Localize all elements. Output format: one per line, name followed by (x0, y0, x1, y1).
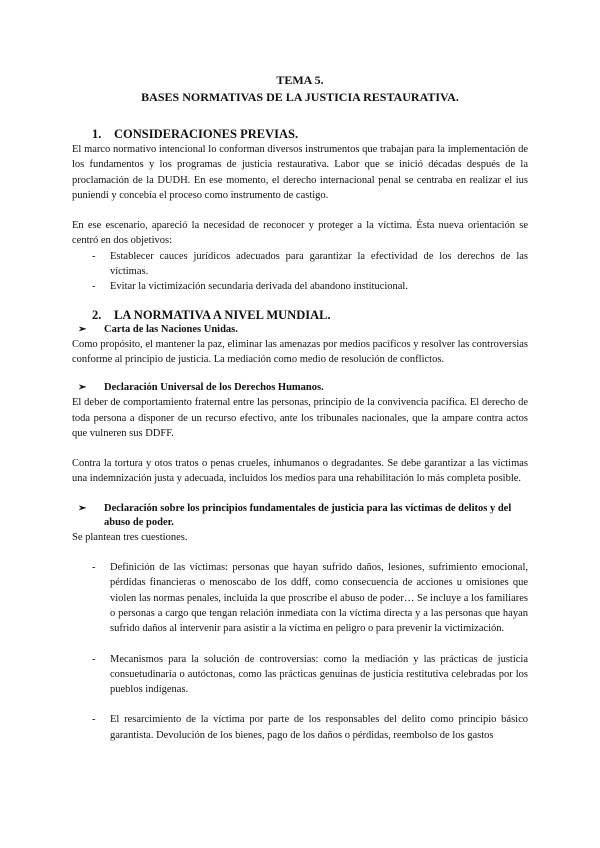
arrow-bullet-icon: ➢ (78, 382, 87, 394)
bullet-list (72, 560, 528, 743)
section-heading-text: LA NORMATIVA A NIVEL MUNDIAL. (114, 307, 331, 322)
subsection-heading-carta-onu: ➢ Carta de las Naciones Unidas. (78, 323, 238, 335)
paragraph: El marco normativo intencional lo conforman diversos instrumentos que trabajan para la implementación de los fundamentos y los programas de justicia restaurativa. Labor que se inició décadas después de la proclamación de la DUDH. En ese momento, el derecho internacional penal se centraba en realizar el ius puniendi y concebía el proceso como instrumento de castigo. (72, 144, 528, 201)
list-item: - Mecanismos para la solución de controversias: como la mediación y las prácticas de justicia consuetudinaria o autóctonas, como las prácticas genuinas de justicia restitutiva celebradas por los pueblos indígenas. (92, 653, 528, 696)
paragraph: En ese escenario, apareció la necesidad de reconocer y proteger a la víctima. Ésta nueva orientación se centró en dos objetivos: (72, 220, 528, 247)
arrow-bullet-icon: ➢ (78, 502, 87, 514)
paragraph: Se plantean tres cuestiones. (72, 531, 188, 543)
section-heading-consideraciones (72, 126, 528, 142)
document-title-number: TEMA 5. (276, 73, 324, 87)
section-heading-text: CONSIDERACIONES PREVIAS. (114, 127, 299, 141)
section-number: 2. (92, 307, 102, 322)
list-item: - Evitar la victimización secundaria derivada del abandono institucional. (92, 281, 408, 293)
arrow-bullet-icon: ➢ (78, 323, 87, 335)
paragraph: Como propósito, el mantener la paz, eliminar las amenazas por medios pacíficos y resolver las controversias conforme al principio de justicia. La mediación como medio de resolución de conflictos. (72, 338, 528, 365)
document-page (72, 72, 528, 743)
list-item: - El resarcimiento de la víctima por parte de los responsables del delito como principio básico garantista. Devolución de los bienes, pago de los daños o pérdidas, reembolso de los gastos (92, 714, 528, 741)
paragraph: El deber de comportamiento fraternal entre las personas, principio de la convivencia pacífica. El derecho de toda persona a disponer de un recurso efectivo, ante los tribunales nacionales, que la ampare contra actos que vulneren sus DDFF. (72, 397, 528, 439)
subsection-heading-declaracion-victimas: ➢ Declaración sobre los principios fundamentales de justicia para las víctimas de delitos y del abuso de poder. (78, 502, 512, 528)
bullet-list (72, 249, 528, 295)
paragraph: Contra la tortura y otos tratos o penas crueles, inhumanos o degradantes. Se debe garantizar a las víctimas una indemnización justa y adecuada, incluidos los medios para una rehabilitación lo más completa posible. (72, 458, 528, 485)
section-number: 1. (92, 127, 102, 141)
section-heading-normativa-mundial (72, 307, 528, 323)
list-item: - Establecer cauces jurídicos adecuados para garantizar la efectividad de los derechos de las víctimas. (92, 250, 528, 278)
document-title: BASES NORMATIVAS DE LA JUSTICIA RESTAURATIVA. (141, 90, 459, 104)
list-item: - Definición de las víctimas: personas que hayan sufrido daños, lesiones, sufrimiento emocional, pérdidas financieras o menoscabo de los ddff, como consecuencia de acciones u omisiones que violen las normas penales, incluida la que proscribe el abuso de poder… Se incluye a los familiares o personas a cargo que tengan relación inmediata con la víctima directa y a las personas que hayan sufrido daños al intervenir para asistir a la víctima en peligro o para prevenir la victimización. (92, 562, 528, 635)
subsection-heading-dudh: ➢ Declaración Universal de los Derechos Humanos. (78, 382, 324, 394)
